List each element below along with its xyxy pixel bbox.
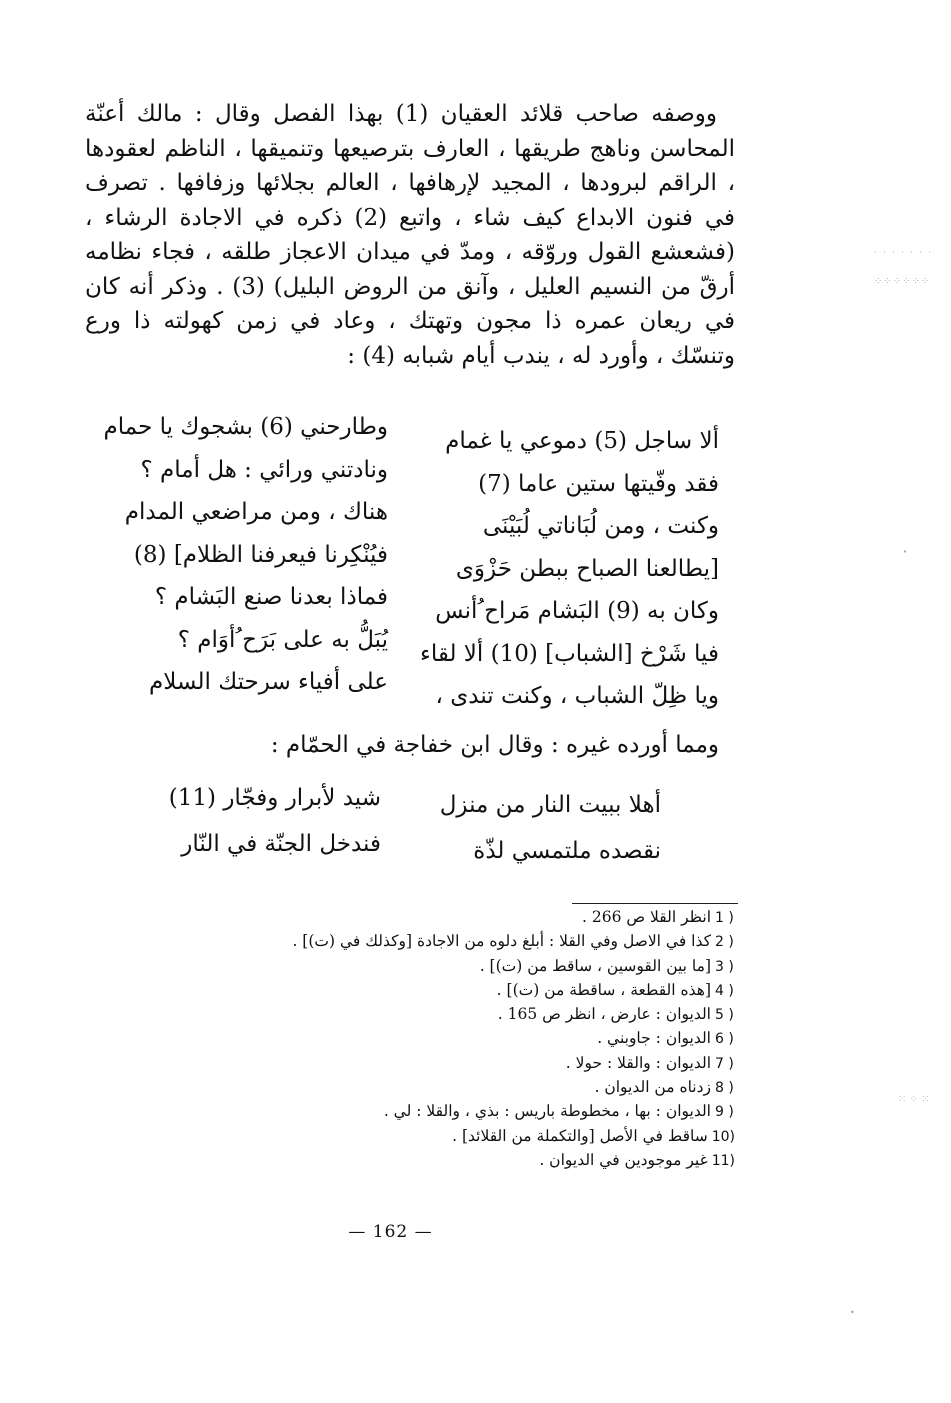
footnote <box>175 1076 735 1100</box>
body-paragraph: ووصفه صاحب قلائد العقيان (1) بهذا الفصل وقال : مالك أعنّة المحاسن وناهج طريقها ، العارف بترصيعها وتنميقها ، الناظم لعقودها ، الراقم لبرودها ، المجيد لإرهافها ، العالم بجلائها وزفافها . تصرف في فنون الابداع كيف شاء ، واتبع (2) ذكره في الاجادة الرشاء ، (فشعشع القول وروّقه ، ومدّ في ميدان الاعجاز طلقه ، فجاء نظامه أرقّ من النسيم العليل ، وآنق من الروض البليل) (3) . وذكر أنه كان في ريعان عمره ذا مجون وتهتك ، وعاد في زمن كهولته ذا ورع وتنسّك ، وأورد له ، يندب أيام شبابه (4) : <box>85 101 735 369</box>
footnote-number: 11) <box>711 1152 735 1169</box>
footnote-text: الديوان : والقلا : حولا . <box>565 1053 711 1072</box>
verse-line: فيُنْكِرنا فيعرفنا الظلام] (8) <box>133 541 388 568</box>
verse-line: شيد لأبرار وفجّار (11) <box>168 785 381 811</box>
footnote-number: 9 ) <box>715 1104 734 1121</box>
footnote <box>175 906 735 930</box>
verse-line: ألا ساجل (5) دموعي يا غمام <box>445 428 719 454</box>
poem-2-introduction: ومما أورده غيره : وقال ابن خفاجة في الحمّام : <box>270 732 719 758</box>
footnote-number: 1 ) <box>715 910 734 926</box>
footnote-text: [ما بين القوسين ، ساقط من (ت)] . <box>479 956 711 975</box>
footnote-text: انظر القلا ص 266 . <box>582 908 711 926</box>
footnote <box>175 1125 735 1149</box>
poem-1-second-hemistichs <box>78 406 388 704</box>
footnote-separator-rule <box>572 903 738 904</box>
footnote <box>175 1027 735 1051</box>
verse-line: فيا شَرْخ [الشباب] (10) ألا لقاء <box>420 640 719 667</box>
footnote-text: زدناه من الديوان . <box>594 1078 711 1097</box>
footnote <box>175 1003 735 1027</box>
footnote-number: 8 ) <box>715 1080 734 1097</box>
verse-line: هناك ، ومن مراضعي المدام <box>124 499 388 525</box>
scan-artifact: • <box>850 1308 855 1317</box>
footnote-text: الديوان : بها ، مخطوطة باريس : بذي ، والقلا : لي . <box>383 1102 711 1121</box>
verse-line: يُبَلُّ به على بَرَح ُأوَام ؟ <box>177 626 388 653</box>
verse-line: نقصده ملتمسي لذّة <box>473 838 661 864</box>
footnote-text: كذا في الاصل وفي القلا : أبلغ دلوه من الاجادة [وكذلك في (ت)] . <box>292 932 711 951</box>
footnote-number: 6 ) <box>715 1031 734 1048</box>
footnote-text: [هذه القطعة ، ساقطة من (ت)] . <box>496 980 711 999</box>
verse-line: وكنت ، ومن لُبَاناتي لُبَيْنَى <box>482 513 719 539</box>
poem-2-first-hemistichs <box>401 782 661 874</box>
verse-line: أهلا ببيت النار من منزل <box>439 792 661 818</box>
verse-line: [يطالعنا الصباح ببطن حَزْوَى <box>455 555 719 582</box>
footnote-number: 3 ) <box>715 958 734 975</box>
footnote <box>175 1052 735 1076</box>
verse-line: وكان به (9) البَشام مَراح ُأنس <box>435 598 719 624</box>
footnote-number: 7 ) <box>715 1055 734 1072</box>
scan-artifact: · · · · · · · <box>874 248 934 257</box>
footnote <box>175 955 735 979</box>
footnote-text: ساقط في الأصل [والتكملة من القلائد] . <box>452 1126 708 1145</box>
footnote-number: 5 ) <box>715 1007 734 1024</box>
verse-line: فندخل الجنّة في النّار <box>181 831 381 857</box>
footnote-text: الديوان : عارض ، انظر ص 165 . <box>497 1005 711 1024</box>
verse-line: ويا ظِلّ الشباب ، وكنت تندى ، <box>435 683 719 709</box>
verse-line: فماذا بعدنا صنع البَشام ؟ <box>154 584 388 610</box>
verse-line: على أفياء سرحتك السلام <box>149 669 388 695</box>
verse-line: ونادتني ورائي : هل أمام ؟ <box>140 456 388 483</box>
scan-artifact: ⁘⁘⁘⁘⁘⁘ <box>874 276 931 287</box>
footnote <box>175 1149 735 1173</box>
footnote <box>175 930 735 954</box>
body-paragraph-block <box>85 97 735 373</box>
footnote-number: 4 ) <box>715 982 734 999</box>
poem-2-second-hemistichs <box>81 775 381 867</box>
poem-1-first-hemistichs <box>419 420 719 718</box>
scan-artifact: • <box>903 548 908 556</box>
footnote-number: 10) <box>711 1128 735 1145</box>
footnote-number: 2 ) <box>715 934 734 951</box>
footnote <box>175 1100 735 1124</box>
verse-line: فقد وفّيتها ستين عاما (7) <box>478 470 719 497</box>
page-number: — 162 — <box>348 1222 433 1242</box>
scan-artifact: ⁙ ⁘ ⁙ <box>898 1094 930 1105</box>
footnote-text: الديوان : جاوبني . <box>597 1029 711 1048</box>
verse-line: وطارحني (6) بشجوك يا حمام <box>103 414 388 440</box>
footnote-text: غير موجودين في الديوان . <box>539 1150 708 1169</box>
footnote <box>175 979 735 1003</box>
footnotes-list <box>175 906 735 1173</box>
